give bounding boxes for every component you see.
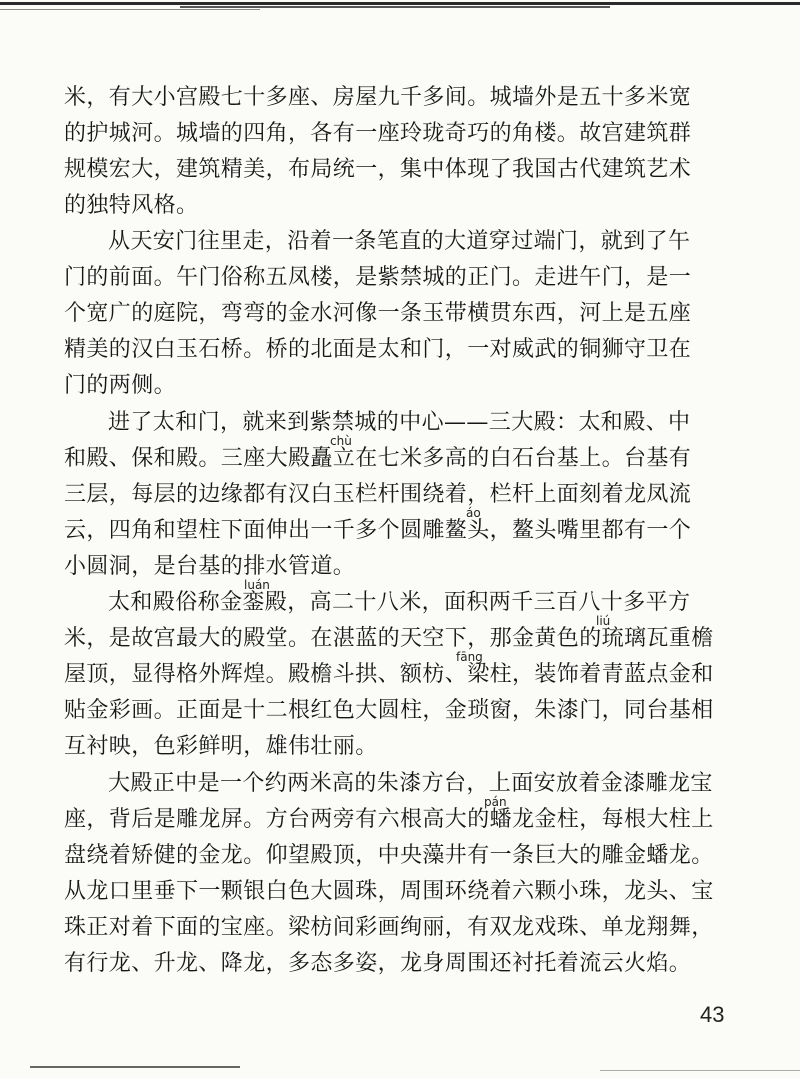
bottom-border-rule (30, 1066, 240, 1068)
bottom-border-rule (600, 1070, 800, 1071)
text-line: 屋顶，显得格外辉煌。殿檐斗拱、额枋、梁柱，装饰着青蓝点金和 (64, 662, 714, 687)
text-line: 和殿、保和殿。三座大殿矗立在七米多高的白石台基上。台基有 (64, 446, 692, 471)
pinyin-annotation: liú (596, 614, 611, 628)
text-line: 门的前面。午门俗称五凤楼，是紫禁城的正门。走进午门，是一 (64, 265, 692, 290)
pinyin-annotation: chù (330, 434, 352, 448)
text-line: 从龙口里垂下一颗银白色大圆珠，周围环绕着六颗小珠，龙头、宝 (64, 879, 714, 904)
text-line: 盘绕着矫健的金龙。仰望殿顶，中央藻井有一条巨大的雕金蟠龙。 (64, 843, 714, 868)
text-line: 门的两侧。 (64, 373, 177, 398)
text-line: 互衬映，色彩鲜明，雄伟壮丽。 (64, 734, 378, 759)
pinyin-annotation: fāng (456, 650, 483, 664)
paragraph-start-line: 太和殿俗称金銮殿，高二十八米，面积两千三百八十多平方 (108, 590, 691, 615)
text-line: 米，有大小宫殿七十多座、房屋九千多间。城墙外是五十多米宽 (64, 85, 692, 110)
paragraph-start-line: 大殿正中是一个约两米高的朱漆方台，上面安放着金漆雕龙宝 (108, 771, 713, 796)
text-line: 的独特风格。 (64, 193, 199, 218)
paragraph-start-line: 从天安门往里走，沿着一条笔直的大道穿过端门，就到了午 (108, 229, 691, 254)
text-line: 珠正对着下面的宝座。梁枋间彩画绚丽，有双龙戏珠、单龙翔舞， (64, 915, 714, 940)
text-line: 个宽广的庭院，弯弯的金水河像一条玉带横贯东西，河上是五座 (64, 301, 692, 326)
text-line: 有行龙、升龙、降龙，多态多姿，龙身周围还衬托着流云火焰。 (64, 951, 692, 976)
pinyin-annotation: pán (484, 795, 507, 809)
text-line: 米，是故宫最大的殿堂。在湛蓝的天空下，那金黄色的琉璃瓦重檐 (64, 626, 714, 651)
paragraph-start-line: 进了太和门，就来到紫禁城的中心——三大殿：太和殿、中 (108, 410, 691, 435)
page-number: 43 (700, 1002, 725, 1027)
text-line: 精美的汉白玉石桥。桥的北面是太和门，一对威武的铜狮守卫在 (64, 337, 692, 362)
top-border-rule (0, 0, 800, 12)
text-line: 小圆洞，是台基的排水管道。 (64, 554, 356, 579)
pinyin-annotation: áo (466, 506, 481, 520)
text-line: 规模宏大，建筑精美，布局统一，集中体现了我国古代建筑艺术 (64, 157, 692, 182)
text-line: 贴金彩画。正面是十二根红色大圆柱，金琐窗，朱漆门，同台基相 (64, 698, 714, 723)
text-line: 云，四角和望柱下面伸出一千多个圆雕鳌头，鳌头嘴里都有一个 (64, 518, 692, 543)
pinyin-annotation: luán (244, 578, 270, 592)
text-line: 的护城河。城墙的四角，各有一座玲珑奇巧的角楼。故宫建筑群 (64, 121, 692, 146)
text-line: 座，背后是雕龙屏。方台两旁有六根高大的蟠龙金柱，每根大柱上 (64, 807, 714, 832)
text-line: 三层，每层的边缘都有汉白玉栏杆围绕着，栏杆上面刻着龙凤流 (64, 482, 692, 507)
